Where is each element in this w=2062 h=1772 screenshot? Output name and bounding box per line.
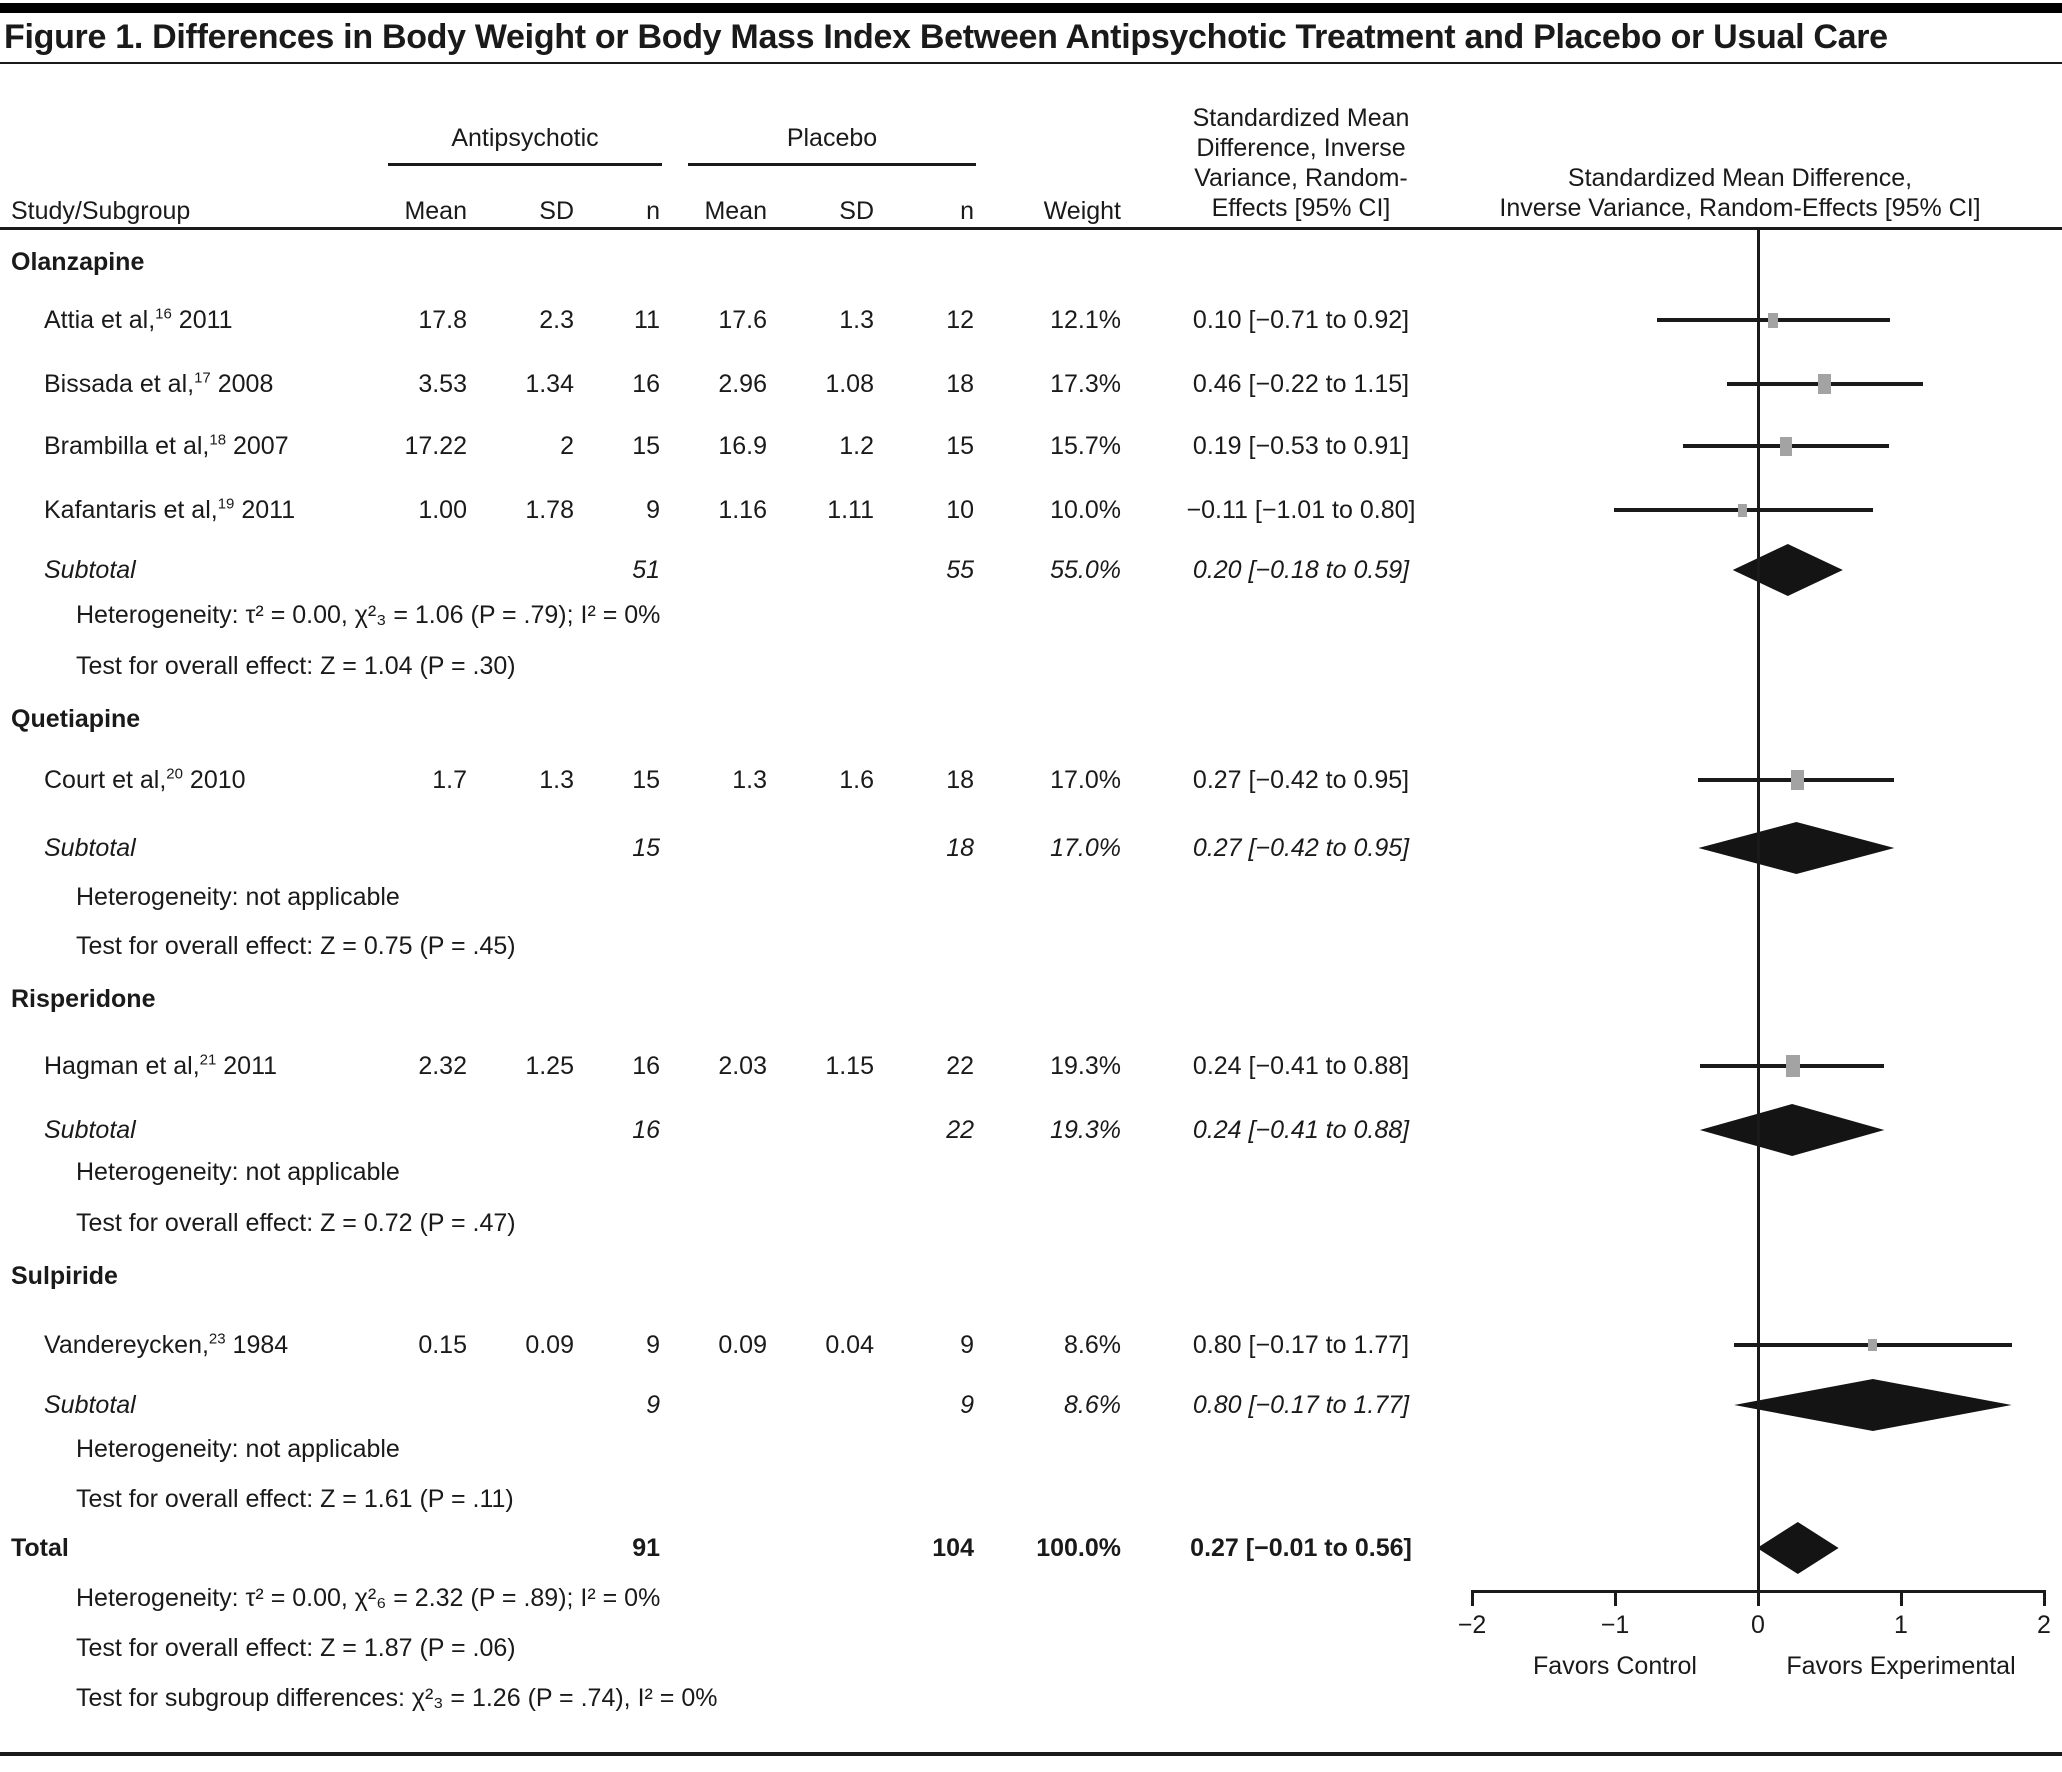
subtotal-label: Subtotal bbox=[44, 834, 136, 862]
axis-tick bbox=[1614, 1593, 1617, 1606]
total-label: Total bbox=[11, 1534, 69, 1562]
cell-n1: 15 bbox=[632, 432, 660, 460]
cell-n2: 12 bbox=[946, 306, 974, 334]
study-name: Court et al,$^{20}$ 2010 bbox=[44, 765, 246, 794]
cell-mean2: 1.3 bbox=[732, 766, 767, 794]
subtotal-label: Subtotal bbox=[44, 556, 136, 584]
figure-title: Figure 1. Differences in Body Weight or Body Mass Index Between Antipsychotic Treatment and Placebo or Usual Care bbox=[4, 18, 1888, 56]
cell-sd2: 1.08 bbox=[825, 370, 874, 398]
cell-sd2: 1.3 bbox=[839, 306, 874, 334]
stats-note: Test for overall effect: Z = 0.75 (P = .45) bbox=[76, 932, 516, 960]
title-rule bbox=[0, 62, 2062, 64]
cell-sd1: 2.3 bbox=[539, 306, 574, 334]
study-ref-number: 18 bbox=[209, 431, 227, 449]
antipsychotic-group-header: Antipsychotic bbox=[451, 124, 599, 152]
column-header-sd-placebo: SD bbox=[839, 197, 874, 225]
cell-n2: 18 bbox=[946, 370, 974, 398]
cell-n2: 10 bbox=[946, 496, 974, 524]
smd-value: 0.20 [−0.18 to 0.59] bbox=[1192, 556, 1410, 584]
study-name: Attia et al,$^{16}$ 2011 bbox=[44, 305, 233, 334]
cell-weight: 15.7% bbox=[1050, 432, 1121, 460]
cell-weight: 17.0% bbox=[1050, 766, 1121, 794]
group-label: Olanzapine bbox=[11, 248, 145, 276]
column-header-n-placebo: n bbox=[960, 197, 974, 225]
study-ref-number: 20 bbox=[166, 765, 183, 783]
axis-tick-label: 2 bbox=[2037, 1611, 2051, 1639]
point-estimate-marker bbox=[1818, 374, 1831, 394]
cell-sd1: 1.25 bbox=[525, 1052, 574, 1080]
cell-n1: 16 bbox=[632, 1116, 660, 1144]
point-estimate-marker bbox=[1738, 504, 1747, 517]
axis-tick-label: 1 bbox=[1894, 1611, 1908, 1639]
group-label: Risperidone bbox=[11, 985, 156, 1013]
top-border-bar bbox=[0, 3, 2062, 13]
cell-mean1: 0.15 bbox=[418, 1331, 467, 1359]
cell-n1: 9 bbox=[646, 1331, 660, 1359]
study-ref-number: 17 bbox=[194, 369, 211, 387]
cell-n1: 9 bbox=[646, 496, 660, 524]
cell-mean1: 17.22 bbox=[404, 432, 467, 460]
cell-sd1: 0.09 bbox=[525, 1331, 574, 1359]
placebo-group-header: Placebo bbox=[786, 124, 878, 152]
smd-value: 0.27 [−0.42 to 0.95] bbox=[1192, 766, 1410, 794]
cell-mean1: 1.7 bbox=[432, 766, 467, 794]
cell-mean1: 3.53 bbox=[418, 370, 467, 398]
smd-value: 0.80 [−0.17 to 1.77] bbox=[1192, 1391, 1410, 1419]
cell-sd2: 1.2 bbox=[839, 432, 874, 460]
study-ref-number: 16 bbox=[155, 305, 172, 323]
smd-header-line-3: Variance, Random- bbox=[1194, 164, 1408, 192]
cell-n2: 22 bbox=[946, 1052, 974, 1080]
study-ref-number: 19 bbox=[217, 495, 235, 513]
pooled-diamond bbox=[1733, 544, 1843, 596]
smd-value: 0.19 [−0.53 to 0.91] bbox=[1192, 432, 1410, 460]
pooled-diamond bbox=[1757, 1522, 1839, 1574]
cell-n2: 18 bbox=[946, 766, 974, 794]
stats-note: Heterogeneity: not applicable bbox=[76, 883, 400, 911]
cell-n2: 104 bbox=[932, 1534, 974, 1562]
group-label: Quetiapine bbox=[11, 705, 141, 733]
point-estimate-marker bbox=[1786, 1055, 1800, 1077]
placebo-underline bbox=[688, 163, 976, 166]
smd-header-line-2: Difference, Inverse bbox=[1196, 134, 1406, 162]
cell-mean2: 17.6 bbox=[718, 306, 767, 334]
study-name: Bissada et al,$^{17}$ 2008 bbox=[44, 369, 274, 398]
axis-tick-label: 0 bbox=[1751, 1611, 1765, 1639]
smd-value: 0.24 [−0.41 to 0.88] bbox=[1192, 1116, 1410, 1144]
cell-n2: 55 bbox=[946, 556, 974, 584]
axis-tick bbox=[1471, 1593, 1474, 1606]
cell-n1: 9 bbox=[646, 1391, 660, 1419]
column-header-n-antipsychotic: n bbox=[646, 197, 660, 225]
cell-sd1: 2 bbox=[560, 432, 574, 460]
cell-sd2: 1.11 bbox=[827, 496, 874, 524]
antipsychotic-underline bbox=[388, 163, 662, 166]
cell-n2: 15 bbox=[946, 432, 974, 460]
pooled-diamond bbox=[1734, 1379, 2011, 1431]
cell-sd1: 1.3 bbox=[539, 766, 574, 794]
column-header-study-subgroup: Study/Subgroup bbox=[11, 197, 191, 225]
study-name: Kafantaris et al,$^{19}$ 2011 bbox=[44, 495, 296, 524]
study-ref-number: 23 bbox=[208, 1330, 226, 1348]
cell-mean1: 2.32 bbox=[418, 1052, 467, 1080]
cell-weight: 17.0% bbox=[1050, 834, 1121, 862]
axis-tick bbox=[1900, 1593, 1903, 1606]
cell-mean2: 2.03 bbox=[718, 1052, 767, 1080]
smd-header-line-4: Effects [95% CI] bbox=[1211, 194, 1391, 222]
favors-experimental-label: Favors Experimental bbox=[1786, 1652, 2016, 1680]
cell-mean1: 1.00 bbox=[418, 496, 467, 524]
cell-n1: 16 bbox=[632, 370, 660, 398]
subtotal-label: Subtotal bbox=[44, 1116, 136, 1144]
stats-note: Heterogeneity: τ² = 0.00, χ²₃ = 1.06 (P = .79); I² = 0% bbox=[76, 601, 661, 629]
header-rule bbox=[0, 227, 2062, 230]
smd-value: 0.80 [−0.17 to 1.77] bbox=[1192, 1331, 1410, 1359]
study-ref-number: 21 bbox=[199, 1051, 217, 1069]
point-estimate-marker bbox=[1868, 1339, 1877, 1351]
study-name: Vandereycken,$^{23}$ 1984 bbox=[44, 1330, 289, 1359]
smd-value: 0.10 [−0.71 to 0.92] bbox=[1192, 306, 1410, 334]
cell-n2: 9 bbox=[960, 1391, 974, 1419]
cell-mean2: 1.16 bbox=[718, 496, 767, 524]
cell-sd2: 0.04 bbox=[825, 1331, 874, 1359]
stats-note: Test for overall effect: Z = 1.61 (P = .11) bbox=[76, 1485, 514, 1513]
smd-value: 0.46 [−0.22 to 1.15] bbox=[1192, 370, 1410, 398]
cell-sd1: 1.34 bbox=[525, 370, 574, 398]
stats-note: Heterogeneity: not applicable bbox=[76, 1158, 400, 1186]
subtotal-label: Subtotal bbox=[44, 1391, 136, 1419]
bottom-rule bbox=[0, 1752, 2062, 1756]
zero-line bbox=[1757, 230, 1760, 1590]
cell-weight: 55.0% bbox=[1050, 556, 1121, 584]
cell-mean2: 0.09 bbox=[718, 1331, 767, 1359]
smd-value: 0.24 [−0.41 to 0.88] bbox=[1192, 1052, 1410, 1080]
stats-note: Heterogeneity: not applicable bbox=[76, 1435, 400, 1463]
cell-n2: 18 bbox=[946, 834, 974, 862]
axis-tick bbox=[2043, 1593, 2046, 1606]
plot-header-line-1: Standardized Mean Difference, bbox=[1567, 164, 1913, 192]
cell-n1: 15 bbox=[632, 766, 660, 794]
cell-weight: 8.6% bbox=[1064, 1331, 1121, 1359]
cell-sd1: 1.78 bbox=[525, 496, 574, 524]
cell-n2: 22 bbox=[946, 1116, 974, 1144]
stats-note: Test for overall effect: Z = 1.87 (P = .06) bbox=[76, 1634, 516, 1662]
stats-note: Test for overall effect: Z = 1.04 (P = .30) bbox=[76, 652, 516, 680]
cell-weight: 8.6% bbox=[1064, 1391, 1121, 1419]
column-header-mean-placebo: Mean bbox=[704, 197, 767, 225]
cell-n1: 11 bbox=[634, 306, 660, 334]
cell-mean2: 16.9 bbox=[718, 432, 767, 460]
column-header-sd-antipsychotic: SD bbox=[539, 197, 574, 225]
favors-control-label: Favors Control bbox=[1533, 1652, 1697, 1680]
smd-value: −0.11 [−1.01 to 0.80] bbox=[1186, 496, 1416, 524]
column-header-mean-antipsychotic: Mean bbox=[404, 197, 467, 225]
smd-header-line-1: Standardized Mean bbox=[1192, 104, 1410, 132]
point-estimate-marker bbox=[1768, 313, 1778, 328]
stats-note: Heterogeneity: τ² = 0.00, χ²₆ = 2.32 (P = .89); I² = 0% bbox=[76, 1584, 661, 1612]
study-name: Hagman et al,$^{21}$ 2011 bbox=[44, 1051, 278, 1080]
cell-mean2: 2.96 bbox=[718, 370, 767, 398]
smd-value: 0.27 [−0.01 to 0.56] bbox=[1190, 1534, 1412, 1562]
cell-n1: 15 bbox=[632, 834, 660, 862]
cell-weight: 19.3% bbox=[1050, 1116, 1121, 1144]
cell-weight: 100.0% bbox=[1036, 1534, 1121, 1562]
cell-sd2: 1.15 bbox=[825, 1052, 874, 1080]
group-label: Sulpiride bbox=[11, 1262, 118, 1290]
cell-mean1: 17.8 bbox=[418, 306, 467, 334]
pooled-diamond bbox=[1700, 1104, 1884, 1156]
cell-n1: 51 bbox=[632, 556, 660, 584]
cell-sd2: 1.6 bbox=[839, 766, 874, 794]
cell-n1: 91 bbox=[632, 1534, 660, 1562]
cell-n1: 16 bbox=[632, 1052, 660, 1080]
smd-value: 0.27 [−0.42 to 0.95] bbox=[1192, 834, 1410, 862]
cell-n2: 9 bbox=[960, 1331, 974, 1359]
cell-weight: 10.0% bbox=[1050, 496, 1121, 524]
cell-weight: 17.3% bbox=[1050, 370, 1121, 398]
stats-note: Test for overall effect: Z = 0.72 (P = .47) bbox=[76, 1209, 516, 1237]
plot-column-header bbox=[1430, 163, 2050, 223]
cell-weight: 12.1% bbox=[1050, 306, 1121, 334]
column-header-weight: Weight bbox=[1043, 197, 1121, 225]
point-estimate-marker bbox=[1780, 437, 1792, 456]
stats-note: Test for subgroup differences: χ²₃ = 1.26 (P = .74), I² = 0% bbox=[76, 1684, 718, 1712]
pooled-diamond bbox=[1698, 822, 1894, 874]
axis-tick-label: −1 bbox=[1600, 1611, 1630, 1639]
axis-tick-label: −2 bbox=[1457, 1611, 1487, 1639]
study-name: Brambilla et al,$^{18}$ 2007 bbox=[44, 431, 289, 460]
point-estimate-marker bbox=[1791, 770, 1804, 790]
plot-header-line-2: Inverse Variance, Random-Effects [95% CI] bbox=[1499, 194, 1981, 222]
cell-weight: 19.3% bbox=[1050, 1052, 1121, 1080]
axis-tick bbox=[1757, 1593, 1760, 1606]
